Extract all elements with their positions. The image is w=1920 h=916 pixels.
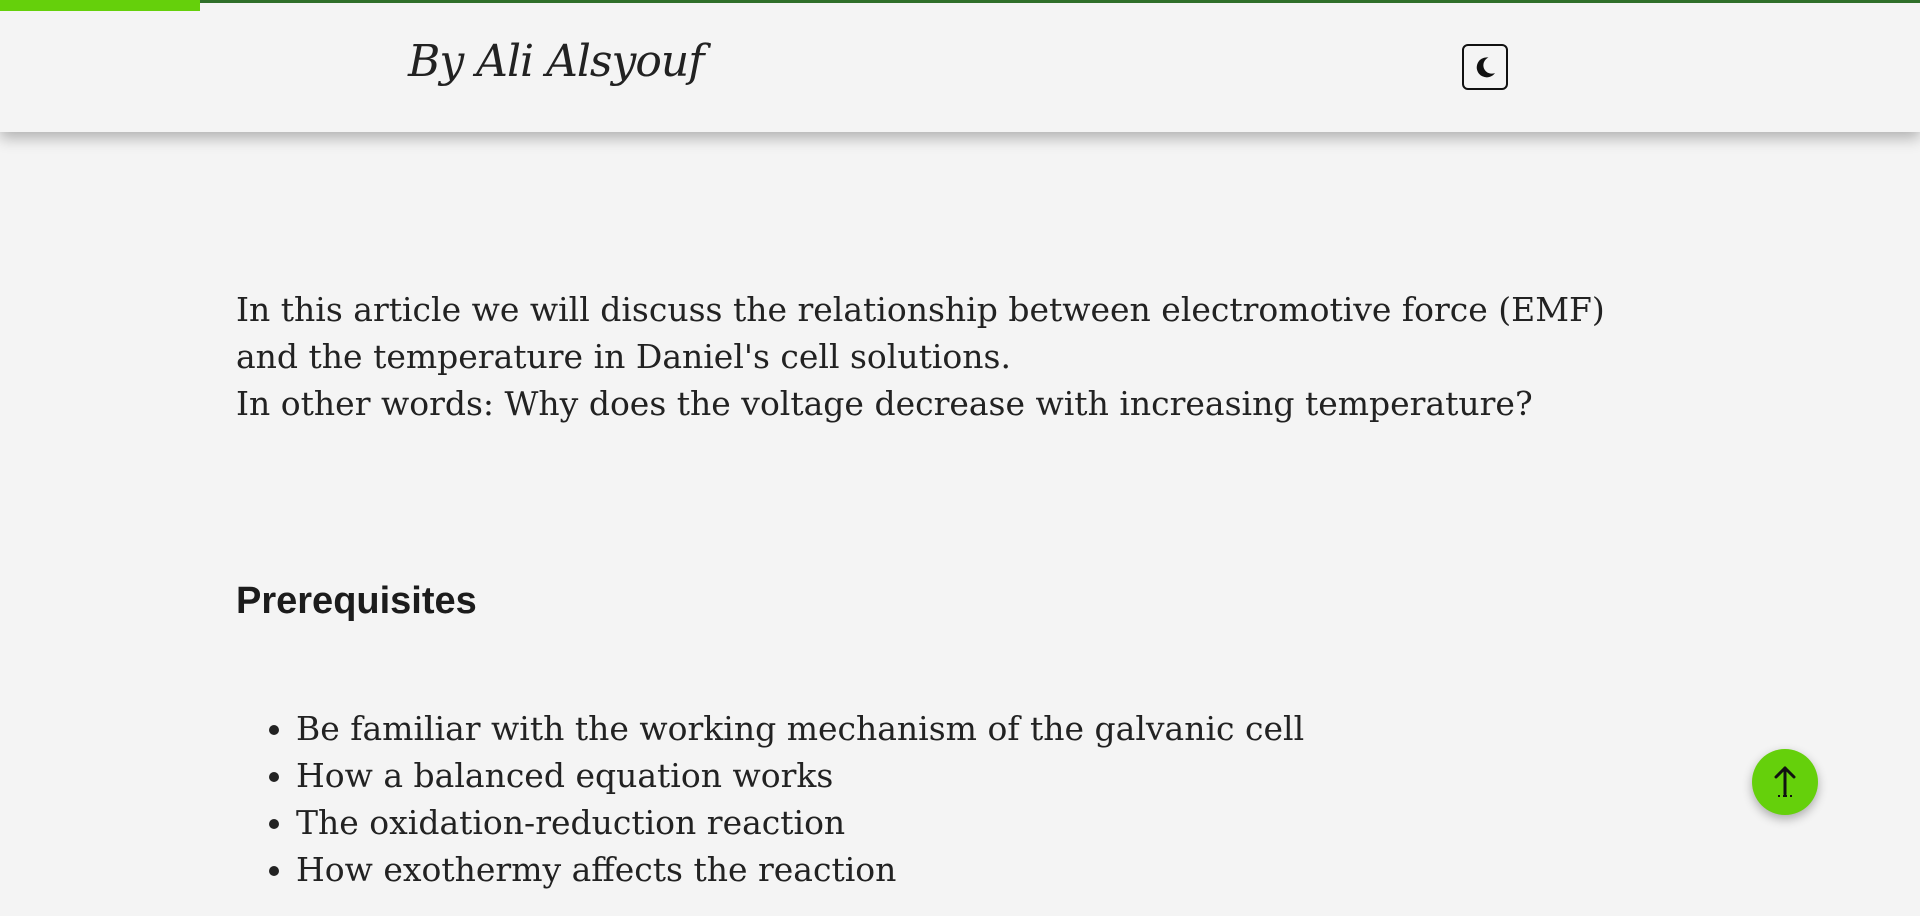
reading-progress-track [0,0,1920,3]
article-intro [236,286,1616,427]
prerequisites-list [236,705,1304,893]
reading-progress-fill [0,0,200,11]
list-item: • Be familiar with the working mechanism of the galvanic cell [296,705,1304,752]
moon-icon [1471,53,1499,81]
intro-paragraph: In other words: Why does the voltage decrease with increasing temperature? [236,384,1533,423]
list-item: • How exothermy affects the reaction [296,846,1304,893]
list-item: • The oxidation-reduction reaction [296,799,1304,846]
scroll-to-top-button[interactable] [1752,749,1818,815]
intro-paragraph: In this article we will discuss the relationship between electromotive force (EMF) and the temperature in Daniel's cell solutions. [236,290,1605,376]
list-item: • How a balanced equation works [296,752,1304,799]
theme-toggle-button[interactable] [1462,44,1508,90]
site-header [0,0,1920,132]
site-brand[interactable]: By Ali Alsyouf [408,36,704,87]
arrow-up-icon [1770,764,1800,800]
prerequisites-heading: Prerequisites [236,580,477,622]
